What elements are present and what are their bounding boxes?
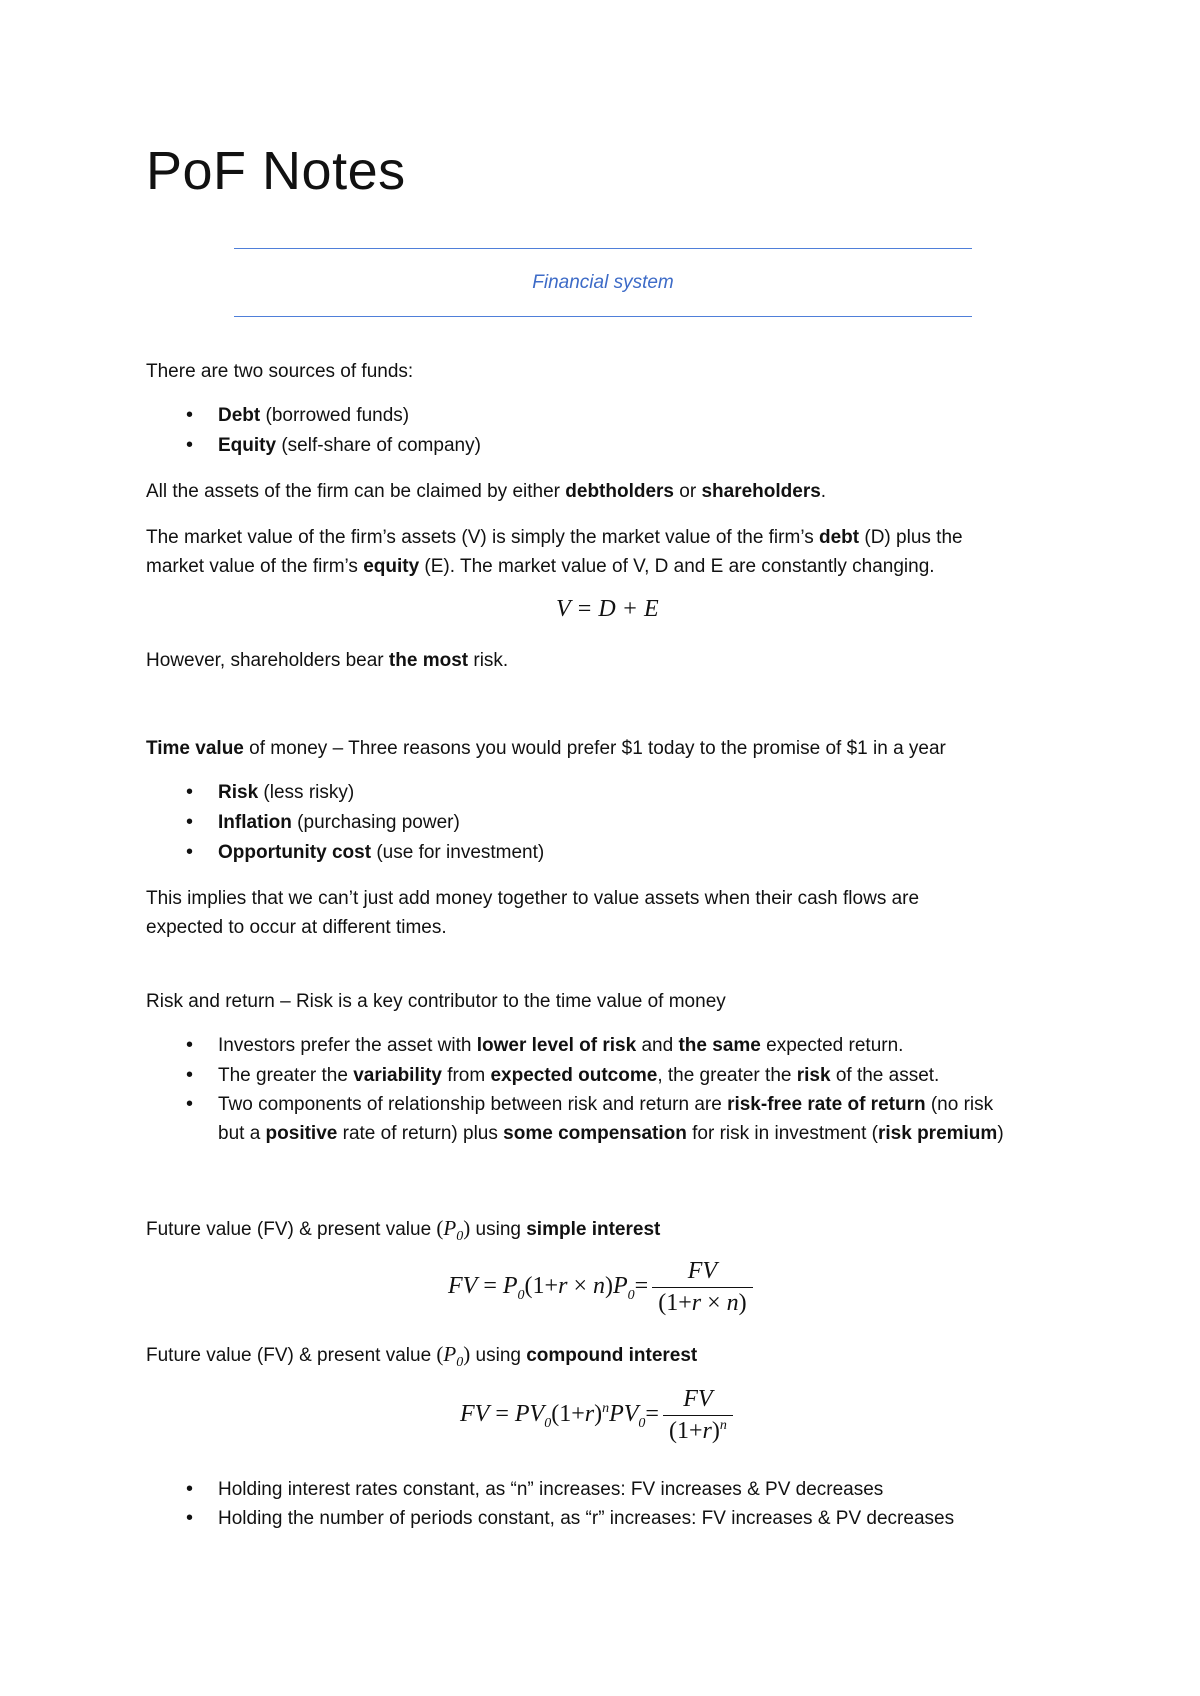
equation-simple-interest: FV = $P_0(1+r \times n)P_0=$ $\frac{FV}{(1+r \times n)}$	[448, 1258, 753, 1317]
bullet-icon	[186, 1504, 218, 1533]
paragraph-market-value-line-1: The market value of the firm’s assets (V) is simply the market value of the firm’s debt (D) plus the	[146, 527, 963, 548]
risk-return-heading: Risk and return – Risk is a key contributor to the time value of money	[146, 991, 726, 1012]
equation-compound-interest: FV = $PV_0(1+r)^nPV_0=$ $\frac{FV}{(1+r)^n}$	[460, 1386, 733, 1445]
time-value-heading: Time value of money – Three reasons you would prefer $1 today to the promise of $1 in a year	[146, 738, 946, 759]
list-item: •The greater the variability from expected outcome, the greater the risk of the asset.	[186, 1061, 939, 1090]
page-title: PoF Notes	[146, 141, 406, 201]
bullet-icon	[186, 808, 218, 837]
list-item: •Two components of relationship between risk and return are risk-free rate of return (no risk but a positive rate of return) plus some compensation for risk in investment (risk premium)	[186, 1090, 1004, 1148]
paragraph-implication-line-2: expected to occur at different times.	[146, 917, 447, 938]
bullet-icon	[186, 1090, 218, 1119]
list-item: •Holding the number of periods constant, as “r” increases: FV increases & PV decreases	[186, 1504, 954, 1533]
paragraph-market-value-line-2: market value of the firm’s equity (E). The market value of V, D and E are constantly changing.	[146, 556, 935, 577]
bullet-icon	[186, 1031, 218, 1060]
bullet-icon	[186, 778, 218, 807]
paragraph-implication-line-1: This implies that we can’t just add money together to value assets when their cash flows are	[146, 888, 920, 909]
section-subtitle: Financial system	[532, 272, 674, 293]
bullet-icon	[186, 431, 218, 460]
paragraph-risk-bearing: However, shareholders bear the most risk.	[146, 650, 509, 671]
intro-paragraph: There are two sources of funds:	[146, 361, 414, 382]
compound-interest-heading: Future value (FV) & present value $(P_0)$ using compound interest	[146, 1342, 698, 1371]
bullet-icon	[186, 1061, 218, 1090]
p0-symbol: $(P_0)$	[436, 1342, 471, 1371]
list-item: •Inflation (purchasing power)	[186, 808, 460, 837]
paragraph-claims: All the assets of the firm can be claimed by either debtholders or shareholders.	[146, 481, 827, 502]
list-item: •Equity (self-share of company)	[186, 431, 481, 460]
equation-value: V = D + E	[556, 596, 659, 622]
list-item: •Holding interest rates constant, as “n” increases: FV increases & PV decreases	[186, 1475, 883, 1504]
simple-interest-heading: Future value (FV) & present value $(P_0)$ using simple interest	[146, 1216, 661, 1245]
bottom-divider	[234, 316, 972, 317]
list-item: •Opportunity cost (use for investment)	[186, 838, 544, 867]
bullet-icon	[186, 838, 218, 867]
bullet-icon	[186, 1475, 218, 1504]
top-divider	[234, 248, 972, 249]
list-item: •Investors prefer the asset with lower level of risk and the same expected return.	[186, 1031, 903, 1060]
p0-symbol: $(P_0)$	[436, 1216, 471, 1245]
list-item: •Debt (borrowed funds)	[186, 401, 409, 430]
list-item: •Risk (less risky)	[186, 778, 354, 807]
bullet-icon	[186, 401, 218, 430]
